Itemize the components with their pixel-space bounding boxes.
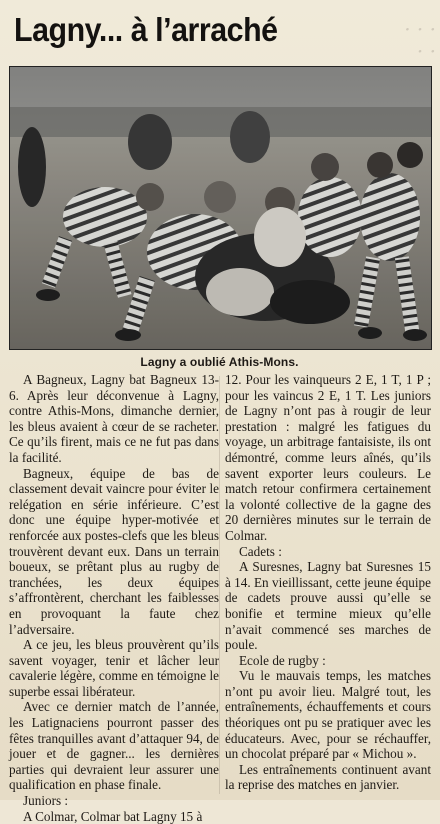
article-column-left (9, 372, 219, 824)
section-heading: Juniors : (23, 793, 69, 809)
paragraph: Avec ce dernier match de l’année, les Latignaciens pourront passer des fêtes tranquilles avant d’attaquer 94, de jouer et de gagner... les dernières parties qui devraient leur assurer une qualification en phase finale. (9, 699, 219, 793)
paragraph: A ce jeu, les bleus prouvèrent qu’ils savent voyager, tenir et lâcher leur cavalerie légère, comme en témoigne le superbe essai libérateur. (9, 637, 219, 699)
paragraph: A Colmar, Colmar bat Lagny 15 à (23, 808, 203, 824)
rugby-photo (9, 66, 432, 350)
headline: Lagny... à l’arraché (14, 11, 278, 48)
rugby-scrum-image (10, 67, 431, 349)
paragraph: A Bagneux, Lagny bat Bagneux 13-6. Après leur déconvenue à Lagny, contre Athis-Mons, dimanche dernier, les bleus avaient à cœur de se racheter. Ce qu’ils firent, mais ce ne fut pas dans la facilité. (9, 372, 219, 465)
show-through-text: · · · · · (404, 17, 436, 63)
section-heading: Ecole de rugby : (239, 652, 326, 668)
photo-caption: Lagny a oublié Athis-Mons. (140, 355, 299, 369)
paragraph: Vu le mauvais temps, les matches n’ont pu avoir lieu. Malgré tout, les entraînements, échauffements et cours théoriques ont pu se pratiquer avec les éducateurs. Avec, pour se réchauffer, un chocolat préparé par « Michou ». (225, 668, 431, 762)
article-column-right (225, 372, 431, 796)
paragraph: 12. Pour les vainqueurs 2 E, 1 T, 1 P ; pour les vaincus 2 E, 1 T. Les juniors de Lagny n’ont pas à rougir de leur prestation : malgré les fatigues du voyage, un arbitrage fantaisiste, ils ont démontré, comme leurs aînés, qu’ils savent exporter leurs couleurs. Le match retour confirmera certainement la volonté collective de la gagne des 20 dernières minutes sur le terrain de Colmar. (225, 372, 431, 543)
paragraph: Bagneux, équipe de bas de classement devait vaincre pour éviter le relégation en série inférieure. C’est donc une équipe hyper-motivée et renforcée aux postes-clefs que les bleus trouvèrent devant eux. Dans un terrain boueux, se prêtant plus au rugby de tranchées, les deux équipes s’affrontèrent, cherchant les faiblesses en provoquant la faute chez l’adversaire. (9, 465, 219, 637)
paragraph: Les entraînements continuent avant la reprise des matches en janvier. (225, 761, 431, 793)
section-heading: Cadets : (239, 543, 282, 559)
column-divider (219, 376, 220, 794)
paragraph: A Suresnes, Lagny bat Suresnes 15 à 14. En vieillissant, cette jeune équipe de cadets prouve aussi qu’elle se bonifie et termine mieux qu’elle n’avait commencé ses marches de poule. (225, 559, 431, 653)
